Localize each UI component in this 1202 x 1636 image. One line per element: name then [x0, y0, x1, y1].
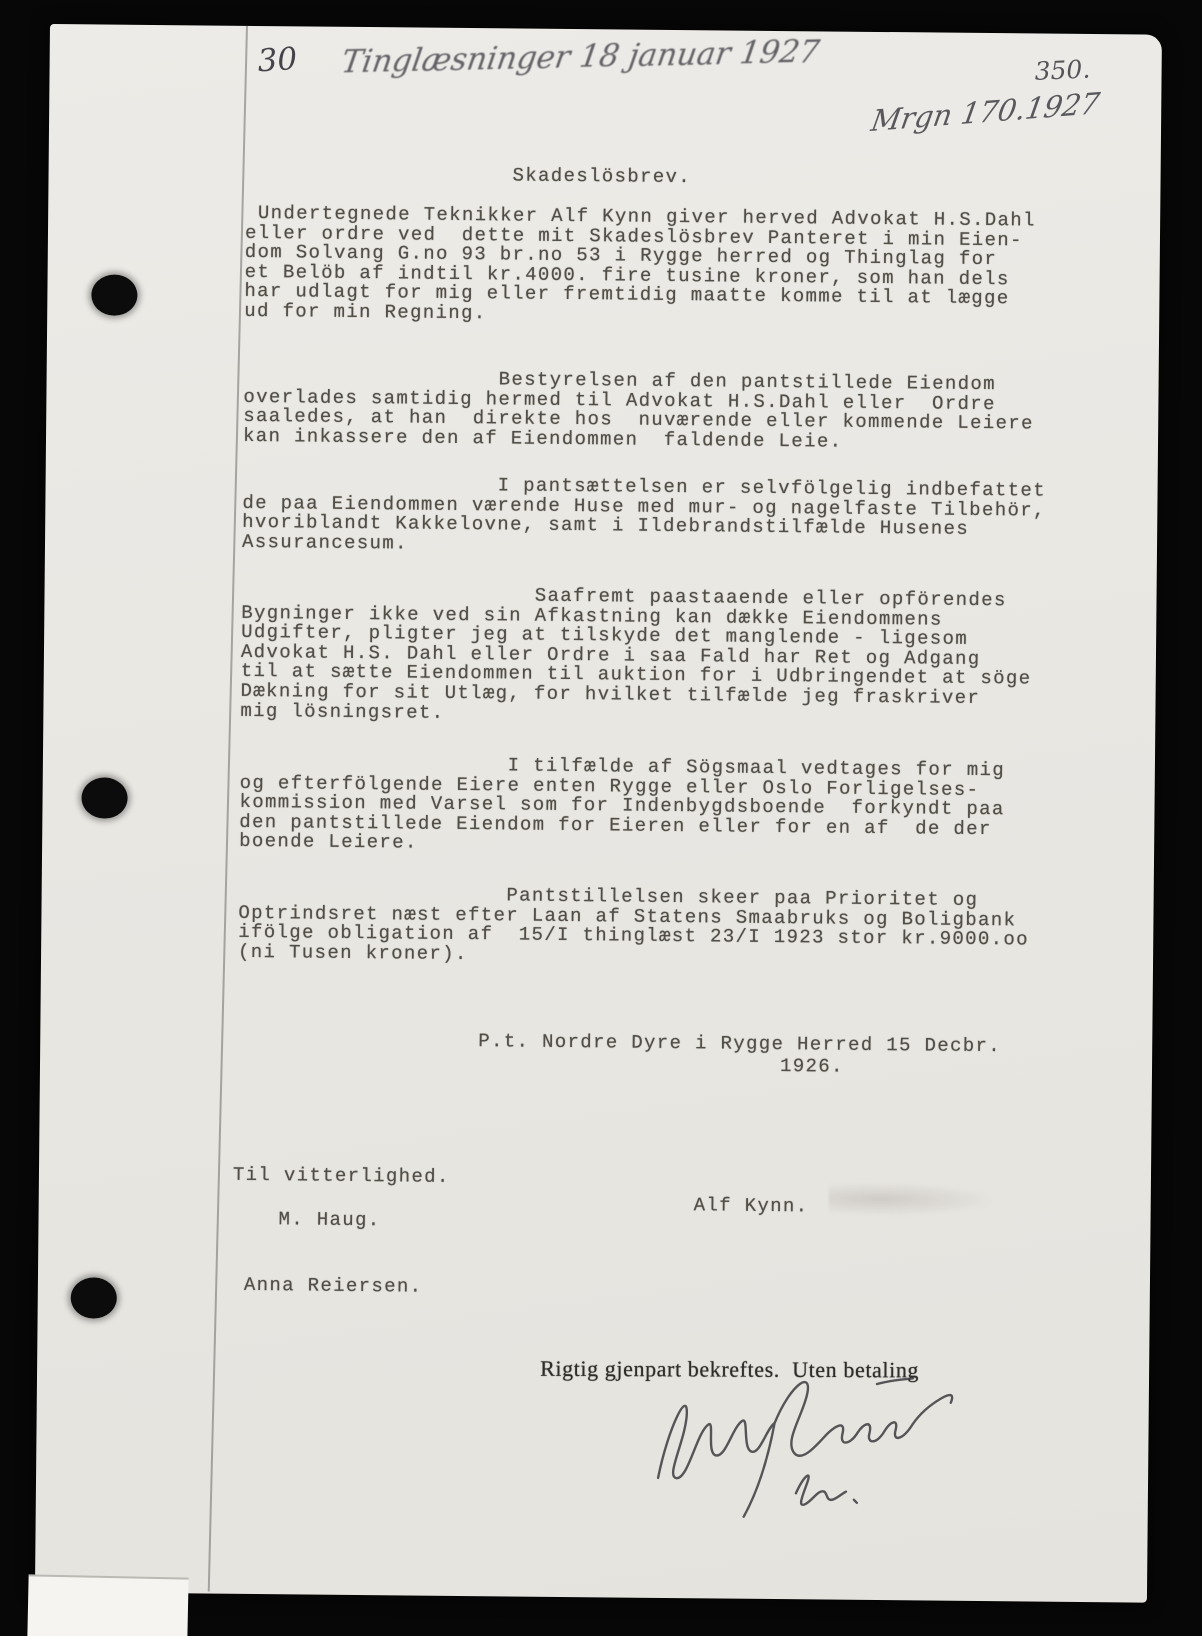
punch-hole-icon: [81, 777, 127, 818]
document-title: Skadeslösbrev.: [512, 164, 692, 189]
document-page: [35, 24, 1162, 1603]
dateline-year: 1926.: [779, 1055, 844, 1078]
paragraph: Pantstillelsen skeer paa Prioritet og Optrindsret næst efter Laan af Statens Smaabruks og Boligbank ifölge obligation af 15/I thinglæst 23/I 1923 stor kr.9000.oo (ni Tusen kroner).: [237, 881, 1029, 965]
paragraph: Saafremt paastaaende eller opförendes Bygninger ikke ved sin Afkastning kan dække Eiendommens Udgifter, pligter jeg at tilskyde det manglende - ligesom Advokat H.S. Dahl eller Ordre i saa Fald har Ret og Adgang til at sætte Eiendommen til auktion for i Udbringendet at söge Dækning for sit Utlæg, for hvilket tilfælde jeg fraskriver mig lösningsret.: [240, 581, 1032, 724]
handwritten-journal-note: Mrgn 170.1927: [868, 85, 1103, 139]
entry-number: 30: [256, 41, 299, 80]
paragraph: Bestyrelsen af den pantstillede Eiendom overlades samtidig hermed til Advokat H.S.Dahl eller Ordre saaledes, at han direkte hos nuværende eller kommende Leiere kan inkassere den af Eiendommen faldende Leie.: [242, 365, 1034, 453]
punch-hole-icon: [71, 1277, 117, 1318]
witness-signature: Anna Reiersen.: [243, 1273, 423, 1298]
page-number: 350.: [1034, 54, 1091, 86]
punch-hole-icon: [91, 274, 137, 315]
next-page-edge: [27, 1574, 188, 1636]
handwritten-signature: [644, 1360, 996, 1528]
dateline-place: P.t. Nordre Dyre i Rygge Herred 15 Decbr.: [478, 1030, 1002, 1058]
typed-signature: Alf Kynn.: [693, 1194, 809, 1218]
handwritten-header: Tinglæsninger 18 januar 1927: [338, 33, 822, 81]
paragraph: Undertegnede Teknikker Alf Kynn giver herved Advokat H.S.Dahl eller ordre ved dette mit Skadeslösbrev Panteret i min Eien- dom Solvang G.no 93 br.no 53 i Rygge herred og Thinglag for et Belöb af indtil kr.4000. fire tusine kroner, som han dels har udlagt for mig eller fremtidig maatte komme til at lægge ud for min Regning.: [244, 201, 1036, 325]
witness-heading: Til vitterlighed.: [232, 1163, 450, 1188]
paragraph: I tilfælde af Sögsmaal vedtages for mig og efterfölgende Eiere enten Rygge eller Oslo Forligelses- kommission med Varsel som for Indenbygdsboende forkyndt paa den pantstillede Eiendom for Eieren eller for en af de der boende Leiere.: [239, 751, 1006, 854]
certification-stamp: Rigtig gjenpart bekreftes. Uten betaling: [540, 1355, 920, 1383]
witness-signature: M. Haug.: [278, 1208, 381, 1232]
paragraph: I pantsættelsen er selvfölgelig indbefattet de paa Eiendommen værende Huse med mur- og nagelfaste Tilbehör, hvoriblandt Kakkelovne, samt i Ildebrandstilfælde Husenes Assurancesum.: [241, 471, 1047, 555]
ink-smudge: [829, 1182, 999, 1218]
